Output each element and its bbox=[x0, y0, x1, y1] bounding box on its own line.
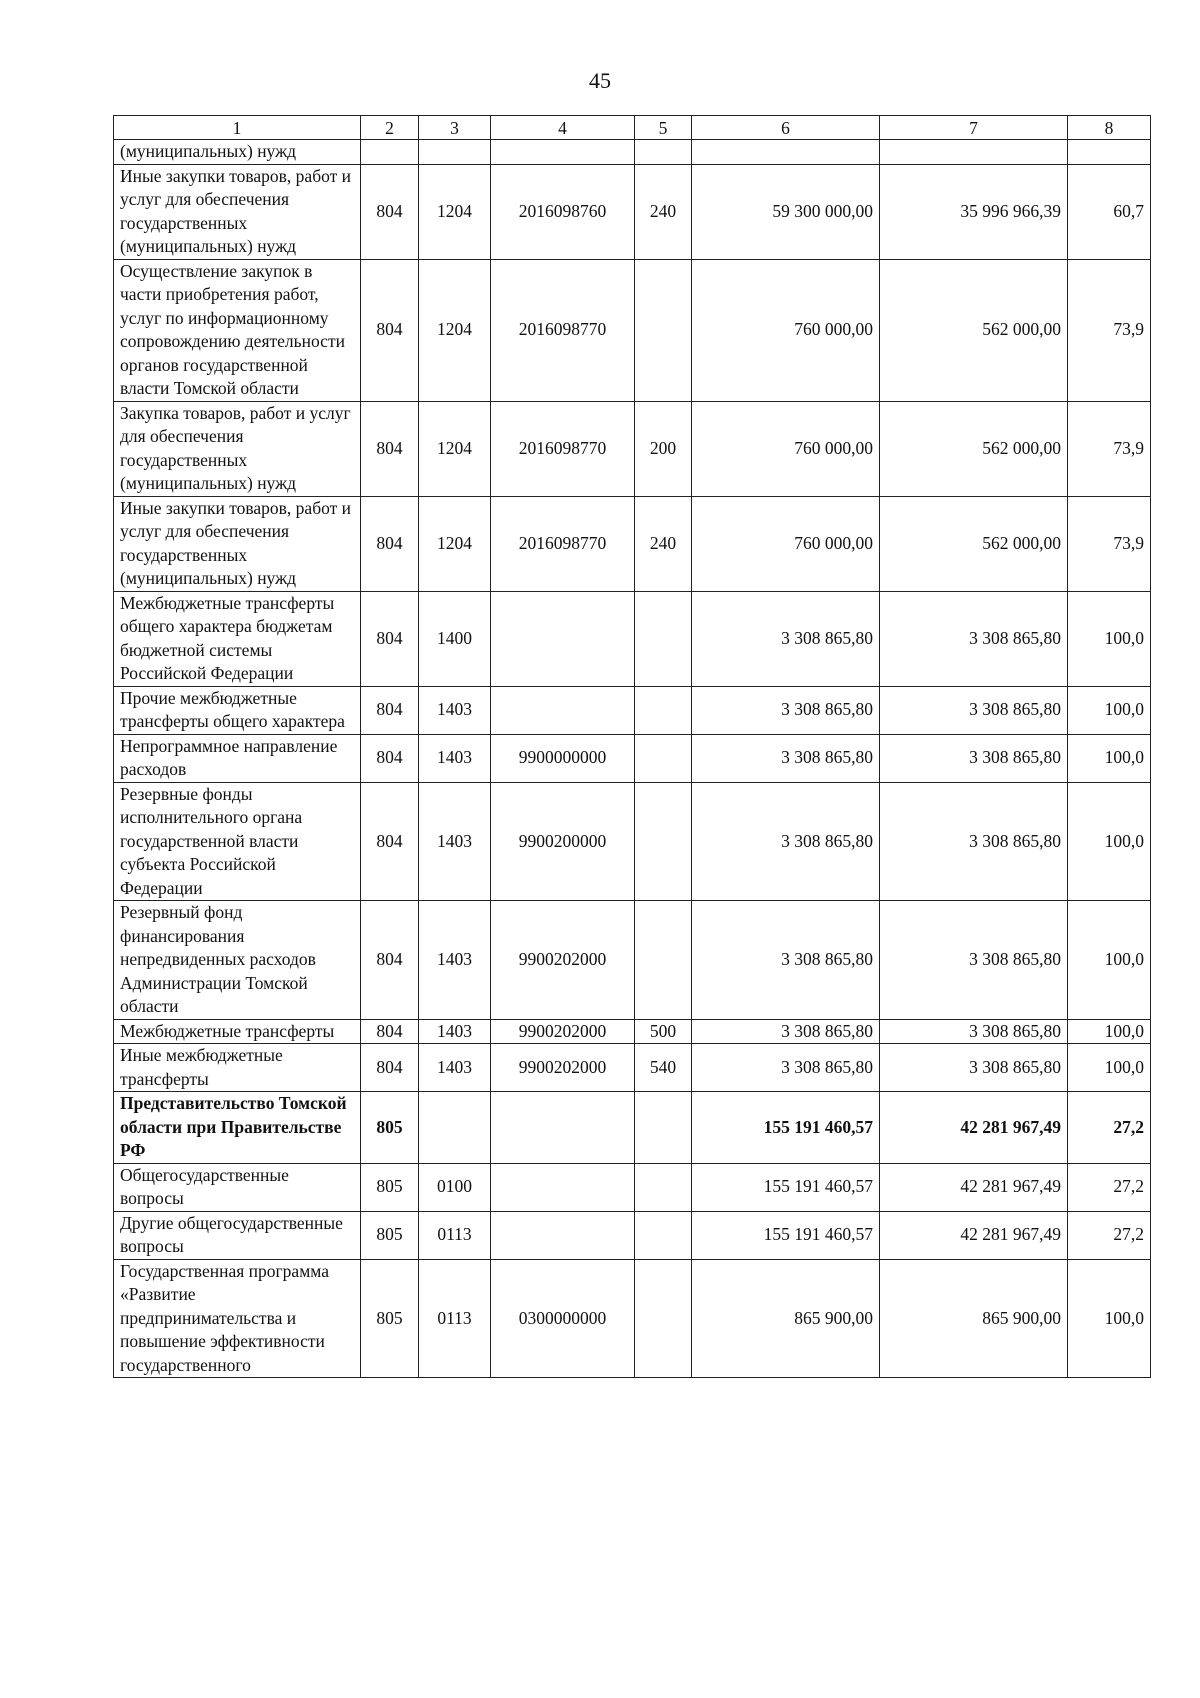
page-number: 45 bbox=[589, 68, 611, 93]
admin-code-cell: 805 bbox=[361, 1092, 419, 1164]
expense-type-cell bbox=[635, 1259, 692, 1378]
actual-amount-cell: 3 308 865,80 bbox=[880, 1019, 1068, 1044]
target-item-cell: 2016098770 bbox=[491, 259, 635, 401]
actual-amount-cell: 3 308 865,80 bbox=[880, 734, 1068, 782]
actual-amount-cell: 3 308 865,80 bbox=[880, 901, 1068, 1020]
expense-type-cell: 500 bbox=[635, 1019, 692, 1044]
section-code-cell bbox=[419, 140, 491, 165]
actual-amount-cell: 3 308 865,80 bbox=[880, 782, 1068, 901]
actual-amount-cell bbox=[880, 140, 1068, 165]
table-row bbox=[114, 140, 1151, 165]
percent-cell: 73,9 bbox=[1068, 259, 1151, 401]
row-name-cell: Закупка товаров, работ и услуг для обеспечения государственных (муниципальных) нужд bbox=[114, 401, 361, 496]
target-item-cell: 2016098770 bbox=[491, 496, 635, 591]
section-code-cell: 1400 bbox=[419, 591, 491, 686]
admin-code-cell: 804 bbox=[361, 496, 419, 591]
table-row bbox=[114, 686, 1151, 734]
table-row bbox=[114, 1019, 1151, 1044]
row-name-cell: Государственная программа «Развитие предпринимательства и повышение эффективности государственного bbox=[114, 1259, 361, 1378]
actual-amount-cell: 42 281 967,49 bbox=[880, 1092, 1068, 1164]
actual-amount-cell: 35 996 966,39 bbox=[880, 164, 1068, 259]
actual-amount-cell: 3 308 865,80 bbox=[880, 686, 1068, 734]
target-item-cell: 0300000000 bbox=[491, 1259, 635, 1378]
admin-code-cell: 804 bbox=[361, 782, 419, 901]
row-name-cell: Прочие межбюджетные трансферты общего характера bbox=[114, 686, 361, 734]
plan-amount-cell: 760 000,00 bbox=[692, 401, 880, 496]
expense-type-cell bbox=[635, 1092, 692, 1164]
table-row bbox=[114, 1092, 1151, 1164]
admin-code-cell: 804 bbox=[361, 1019, 419, 1044]
section-code-cell: 0100 bbox=[419, 1163, 491, 1211]
admin-code-cell: 805 bbox=[361, 1163, 419, 1211]
actual-amount-cell: 562 000,00 bbox=[880, 401, 1068, 496]
section-code-cell: 1204 bbox=[419, 496, 491, 591]
table-row bbox=[114, 401, 1151, 496]
section-code-cell: 0113 bbox=[419, 1211, 491, 1259]
percent-cell: 27,2 bbox=[1068, 1211, 1151, 1259]
row-name-cell: Непрограммное направление расходов bbox=[114, 734, 361, 782]
percent-cell: 100,0 bbox=[1068, 1019, 1151, 1044]
table-row bbox=[114, 1211, 1151, 1259]
section-code-cell: 1204 bbox=[419, 164, 491, 259]
plan-amount-cell: 3 308 865,80 bbox=[692, 901, 880, 1020]
percent-cell: 100,0 bbox=[1068, 901, 1151, 1020]
target-item-cell: 9900202000 bbox=[491, 1044, 635, 1092]
percent-cell: 100,0 bbox=[1068, 591, 1151, 686]
plan-amount-cell: 3 308 865,80 bbox=[692, 1019, 880, 1044]
table-row bbox=[114, 591, 1151, 686]
admin-code-cell bbox=[361, 140, 419, 165]
admin-code-cell: 804 bbox=[361, 259, 419, 401]
table-row bbox=[114, 164, 1151, 259]
target-item-cell bbox=[491, 686, 635, 734]
column-header: 8 bbox=[1068, 116, 1151, 140]
expense-type-cell bbox=[635, 591, 692, 686]
admin-code-cell: 804 bbox=[361, 401, 419, 496]
actual-amount-cell: 865 900,00 bbox=[880, 1259, 1068, 1378]
percent-cell: 73,9 bbox=[1068, 401, 1151, 496]
percent-cell: 100,0 bbox=[1068, 1044, 1151, 1092]
actual-amount-cell: 42 281 967,49 bbox=[880, 1163, 1068, 1211]
expense-type-cell bbox=[635, 259, 692, 401]
row-name-cell: Представительство Томской области при Правительстве РФ bbox=[114, 1092, 361, 1164]
admin-code-cell: 804 bbox=[361, 1044, 419, 1092]
budget-table bbox=[113, 115, 1151, 1378]
admin-code-cell: 804 bbox=[361, 164, 419, 259]
column-header: 2 bbox=[361, 116, 419, 140]
section-code-cell bbox=[419, 1092, 491, 1164]
expense-type-cell: 200 bbox=[635, 401, 692, 496]
plan-amount-cell: 155 191 460,57 bbox=[692, 1163, 880, 1211]
section-code-cell: 1204 bbox=[419, 259, 491, 401]
row-name-cell: Межбюджетные трансферты общего характера бюджетам бюджетной системы Российской Федерации bbox=[114, 591, 361, 686]
table-row bbox=[114, 1044, 1151, 1092]
row-name-cell: Другие общегосударственные вопросы bbox=[114, 1211, 361, 1259]
row-name-cell: Иные межбюджетные трансферты bbox=[114, 1044, 361, 1092]
expense-type-cell bbox=[635, 686, 692, 734]
section-code-cell: 1403 bbox=[419, 1044, 491, 1092]
header-row bbox=[114, 116, 1151, 140]
column-header: 3 bbox=[419, 116, 491, 140]
expense-type-cell: 240 bbox=[635, 164, 692, 259]
expense-type-cell bbox=[635, 1211, 692, 1259]
admin-code-cell: 805 bbox=[361, 1259, 419, 1378]
section-code-cell: 1403 bbox=[419, 782, 491, 901]
row-name-cell: Осуществление закупок в части приобретения работ, услуг по информационному сопровождению деятельности органов государственной власти Томской области bbox=[114, 259, 361, 401]
percent-cell bbox=[1068, 140, 1151, 165]
expense-type-cell bbox=[635, 782, 692, 901]
plan-amount-cell: 155 191 460,57 bbox=[692, 1211, 880, 1259]
section-code-cell: 1403 bbox=[419, 901, 491, 1020]
target-item-cell bbox=[491, 1092, 635, 1164]
section-code-cell: 1403 bbox=[419, 734, 491, 782]
plan-amount-cell: 865 900,00 bbox=[692, 1259, 880, 1378]
section-code-cell: 1403 bbox=[419, 1019, 491, 1044]
table-row bbox=[114, 259, 1151, 401]
column-header: 7 bbox=[880, 116, 1068, 140]
expense-type-cell bbox=[635, 734, 692, 782]
row-name-cell: Резервные фонды исполнительного органа государственной власти субъекта Российской Федерации bbox=[114, 782, 361, 901]
target-item-cell bbox=[491, 1163, 635, 1211]
percent-cell: 27,2 bbox=[1068, 1163, 1151, 1211]
actual-amount-cell: 42 281 967,49 bbox=[880, 1211, 1068, 1259]
plan-amount-cell: 3 308 865,80 bbox=[692, 782, 880, 901]
row-name-cell: Общегосударственные вопросы bbox=[114, 1163, 361, 1211]
target-item-cell: 2016098760 bbox=[491, 164, 635, 259]
percent-cell: 60,7 bbox=[1068, 164, 1151, 259]
row-name-cell: Иные закупки товаров, работ и услуг для обеспечения государственных (муниципальных) нужд bbox=[114, 496, 361, 591]
target-item-cell: 2016098770 bbox=[491, 401, 635, 496]
target-item-cell: 9900200000 bbox=[491, 782, 635, 901]
percent-cell: 73,9 bbox=[1068, 496, 1151, 591]
target-item-cell bbox=[491, 1211, 635, 1259]
row-name-cell: Межбюджетные трансферты bbox=[114, 1019, 361, 1044]
admin-code-cell: 805 bbox=[361, 1211, 419, 1259]
target-item-cell: 9900202000 bbox=[491, 1019, 635, 1044]
section-code-cell: 1204 bbox=[419, 401, 491, 496]
expense-type-cell bbox=[635, 140, 692, 165]
table-row bbox=[114, 1163, 1151, 1211]
section-code-cell: 0113 bbox=[419, 1259, 491, 1378]
table-row bbox=[114, 901, 1151, 1020]
plan-amount-cell: 3 308 865,80 bbox=[692, 686, 880, 734]
percent-cell: 100,0 bbox=[1068, 1259, 1151, 1378]
table-row bbox=[114, 734, 1151, 782]
admin-code-cell: 804 bbox=[361, 734, 419, 782]
plan-amount-cell: 59 300 000,00 bbox=[692, 164, 880, 259]
percent-cell: 100,0 bbox=[1068, 734, 1151, 782]
table-row bbox=[114, 496, 1151, 591]
row-name-cell: Иные закупки товаров, работ и услуг для обеспечения государственных (муниципальных) нужд bbox=[114, 164, 361, 259]
plan-amount-cell: 3 308 865,80 bbox=[692, 591, 880, 686]
column-header: 5 bbox=[635, 116, 692, 140]
plan-amount-cell: 760 000,00 bbox=[692, 259, 880, 401]
table-row bbox=[114, 782, 1151, 901]
admin-code-cell: 804 bbox=[361, 901, 419, 1020]
row-name-cell: (муниципальных) нужд bbox=[114, 140, 361, 165]
column-header: 1 bbox=[114, 116, 361, 140]
admin-code-cell: 804 bbox=[361, 591, 419, 686]
plan-amount-cell: 3 308 865,80 bbox=[692, 734, 880, 782]
target-item-cell bbox=[491, 591, 635, 686]
actual-amount-cell: 562 000,00 bbox=[880, 259, 1068, 401]
expense-type-cell: 240 bbox=[635, 496, 692, 591]
percent-cell: 100,0 bbox=[1068, 782, 1151, 901]
plan-amount-cell: 760 000,00 bbox=[692, 496, 880, 591]
percent-cell: 100,0 bbox=[1068, 686, 1151, 734]
percent-cell: 27,2 bbox=[1068, 1092, 1151, 1164]
expense-type-cell bbox=[635, 901, 692, 1020]
expense-type-cell bbox=[635, 1163, 692, 1211]
row-name-cell: Резервный фонд финансирования непредвиденных расходов Администрации Томской области bbox=[114, 901, 361, 1020]
section-code-cell: 1403 bbox=[419, 686, 491, 734]
plan-amount-cell: 3 308 865,80 bbox=[692, 1044, 880, 1092]
actual-amount-cell: 3 308 865,80 bbox=[880, 1044, 1068, 1092]
actual-amount-cell: 3 308 865,80 bbox=[880, 591, 1068, 686]
plan-amount-cell bbox=[692, 140, 880, 165]
table-row bbox=[114, 1259, 1151, 1378]
target-item-cell: 9900202000 bbox=[491, 901, 635, 1020]
column-header: 4 bbox=[491, 116, 635, 140]
column-header: 6 bbox=[692, 116, 880, 140]
table-body bbox=[114, 140, 1151, 1378]
target-item-cell bbox=[491, 140, 635, 165]
target-item-cell: 9900000000 bbox=[491, 734, 635, 782]
admin-code-cell: 804 bbox=[361, 686, 419, 734]
expense-type-cell: 540 bbox=[635, 1044, 692, 1092]
plan-amount-cell: 155 191 460,57 bbox=[692, 1092, 880, 1164]
actual-amount-cell: 562 000,00 bbox=[880, 496, 1068, 591]
